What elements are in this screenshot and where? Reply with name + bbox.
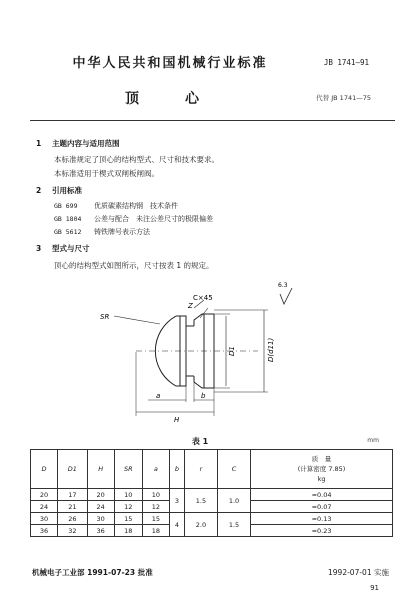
section-2-heading: 2 引用标准 xyxy=(36,186,82,195)
effective-date: 1992-07-01 实施 xyxy=(328,568,389,577)
section-3-heading: 3 型式与尺寸 xyxy=(36,244,90,253)
z-label: Z xyxy=(188,302,193,310)
approval-note: 机械电子工业部 1991-07-23 批准 xyxy=(32,568,153,577)
top-center-drawing xyxy=(90,282,390,428)
table-row: 20 17 20 10 10 3 1.5 1.0 ≈0.04 xyxy=(31,489,393,501)
table-row: 36 32 36 18 18 ≈0.23 xyxy=(31,525,393,537)
col-header: D xyxy=(31,450,58,489)
table-row: 24 21 24 12 12 ≈0.07 xyxy=(31,501,393,513)
a-label: a xyxy=(156,392,161,400)
col-header: SR xyxy=(114,450,142,489)
header-rule xyxy=(30,120,395,121)
sr-label: SR xyxy=(100,313,110,321)
reference-item: GB 1804 公差与配合 未注公差尺寸的极限偏差 xyxy=(54,215,213,223)
reference-item: GB 699 优质碳素结构钢 技术条件 xyxy=(54,202,178,210)
section-1-line-1: 本标准规定了顶心的结构型式、尺寸和技术要求。 xyxy=(54,155,219,164)
dimension-table xyxy=(30,449,393,537)
replaces-note: 代替 JB 1741—75 xyxy=(316,94,371,102)
reference-item: GB 5612 铸铁牌号表示方法 xyxy=(54,228,150,236)
page-number: 91 xyxy=(370,584,379,592)
table-header-row xyxy=(31,450,393,489)
standard-name: 顶 心 xyxy=(125,91,215,107)
d-label: D(d11) xyxy=(267,337,275,362)
h-label: H xyxy=(174,416,180,424)
col-header: r xyxy=(184,450,217,489)
col-header: D1 xyxy=(58,450,88,489)
col-header: b xyxy=(169,450,184,489)
section-1-line-2: 本标准适用于楔式双闸板闸阀。 xyxy=(54,169,159,178)
section-1-heading: 1 主题内容与适用范围 xyxy=(36,139,120,148)
col-header: C xyxy=(217,450,250,489)
roughness-label: 6.3 xyxy=(278,282,288,289)
table-row: 30 26 30 15 15 4 2.0 1.5 ≈0.13 xyxy=(31,513,393,525)
col-header: a xyxy=(142,450,169,489)
col-header: H xyxy=(87,450,114,489)
d1-label: D1 xyxy=(228,346,236,356)
chamfer-label: C×45 xyxy=(193,294,213,302)
table-unit: mm xyxy=(367,437,379,444)
standard-title: 中华人民共和国机械行业标准 xyxy=(72,56,268,71)
table-caption: 表 1 xyxy=(191,437,209,446)
b-label: b xyxy=(201,392,206,400)
mass-header: 质 量 (计算密度 7.85) kg xyxy=(251,450,393,489)
section-3-line: 顶心的结构型式如图所示，尺寸按表 1 的规定。 xyxy=(54,261,214,270)
standard-code: JB 1741—91 xyxy=(323,58,369,67)
